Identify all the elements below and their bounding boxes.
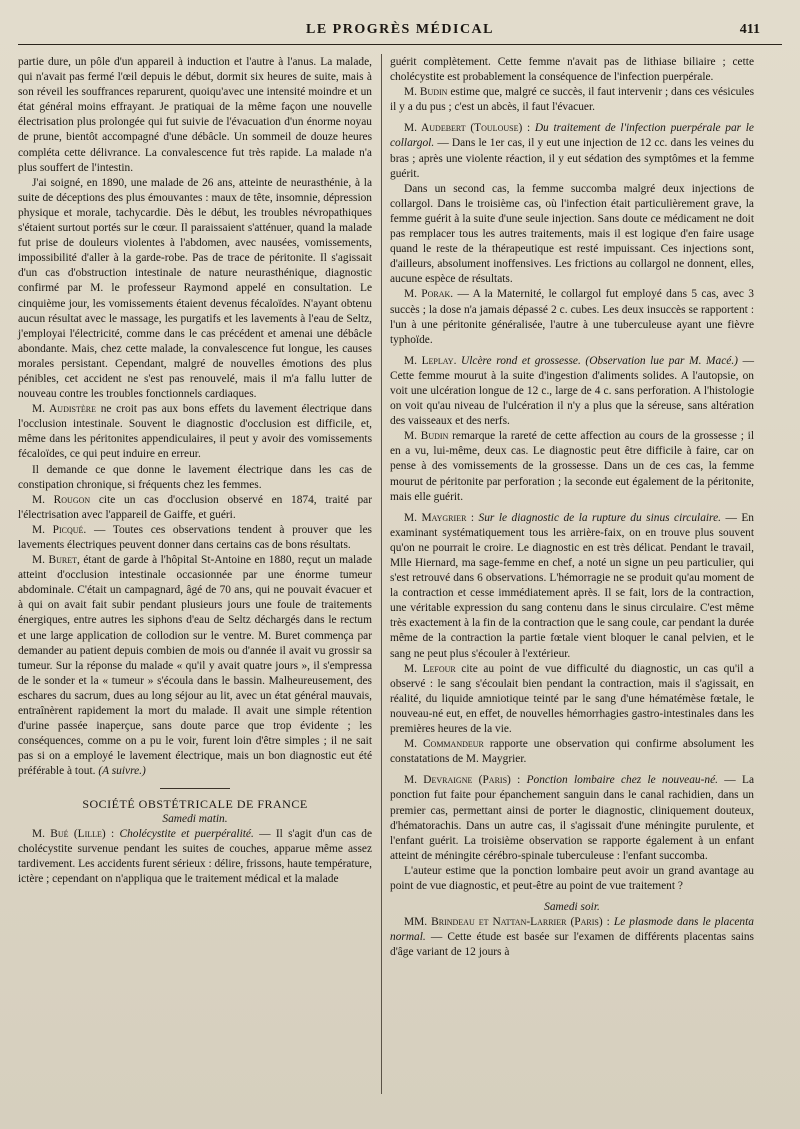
right-column — [390, 55, 754, 960]
column-divider — [381, 54, 382, 1094]
paragraph — [390, 915, 754, 960]
paragraph: partie dure, un pôle d'un appareil à induction et l'autre à l'anus. La malade, qui n'avait pas fermé l'œil depuis le début, dormit six heures de suite, mais à son réveil les souffrances reparurent, quoiqu'avec une intensité moindre et un état général moins effrayant. Je pratiquai de la même façon une nouvelle électrisation plus prolongée qui fut suivie de l'évacuation d'un énorme noyau de prune, bientôt accompagné d'une débâcle. Un sommeil de douze heures compléta cette délivrance. La convalescence fut très rapide. La malade n'a plus souffert de l'intestin. — [18, 56, 372, 174]
speaker-name: MM. Brindeau et Nattan-Larrier (Paris) : — [404, 916, 610, 929]
speaker-name: M. Maygrier : — [404, 511, 475, 524]
page-header — [18, 20, 782, 50]
paragraph: J'ai soigné, en 1890, une malade de 26 ans, atteinte de neurasthénie, à la suite de déceptions des plus émouvantes : maux de tête, insomnie, dépression physique et morale, tachycardie. Dès le début, les troubles névropathiques s'étaient surtout portés sur le cœur. Il paraissaient s'atténuer, quand la malade fut prise de douleurs violentes à l'abdomen, avec nausées, vomissements, impossibilité d'aller à la garde-robe. Pas de trace de péritonite. Il s'agissait d'un cas d'obstruction intestinale de nature neurasthénique, diagnostic confirmé par M. le professeur Raymond appelé en consultation. Le cinquième jour, les vomissements étaient devenus fécaloïdes. N'ayant obtenu aucun résultat avec le massage, les purgatifs et les lavements à l'eau de Seltz, j'employai l'électricité, comme dans le cas précédent et amenai une débâcle abondante. Mais, chez cette malade, la convalescence fut longue, les causes morales persistant. Cependant, malgré de nouvelles émotions des plus pénibles, cet accident ne s'est pas renouvelé, mais il m'a fallu lutter de nouveau contre les troubles fonctionnels cardiaques. — [18, 176, 372, 401]
continuation-note: (A suivre.) — [98, 765, 146, 778]
paragraph-text: — Dans le 1er cas, il y eut une injection de 12 cc. dans les veines du bras ; après une violente réaction, il y eut sédation des symptômes et la femme guérit. — [390, 137, 754, 180]
left-column — [18, 55, 372, 887]
speaker-name: M. Porak. — [404, 288, 454, 301]
paragraph: Il demande ce que donne le lavement électrique dans les cas de constipation chronique, si fréquents chez les femmes. — [18, 463, 372, 491]
paper-title: Le plasmode dans le placenta normal. — [390, 916, 754, 944]
paragraph — [390, 354, 754, 429]
paragraph-text: étant de garde à l'hôpital St-Antoine en 1880, reçut un malade atteint d'occlusion intestinale occasionnée par une énorme tumeur abdominale. C'était un campagnard, âgé de 70 ans, qui ne pouvait évacuer et à qui on avait fait subir pendant plusieurs jours une foule de traitements énergiques, entre autres les siphons d'eau de Seltz déchargés dans le rectum et une large application de collodion sur le ventre. M. Buret commença par demander au patient depuis combien de mois ou d'année il avait vu grossir sa tumeur. Sur la réponse du malade « qu'il y avait quatre jours », il s'empressa de le sonder et la « tumeur » s'écoula dans le bassin. Malheureusement, des eschares du sacrum, dues au long séjour au lit, avec un état général mauvais, entraînèrent rapidement la mort du malade. Il avait une simple rétention d'urine passée inaperçue, sans doute parce que trop évidente ; les conséquences, comme on a pu le voir, furent loin d'être simples ; il ne sait pas si on a employé le lavement électrique, mais un bon diagnostic eut été préférable à tout. — [18, 554, 373, 778]
header-rule — [18, 44, 782, 45]
paragraph-text: — Cette femme mourut à la suite d'ingestion d'aliments solides. A l'autopsie, on voit une ulcération longue de 12 c., large de 4 c. sans perforation. A l'histologie on voit qu'au niveau de l'ulcération il n'y a plus que la séreuse, sans altération des vaisseaux et des nerfs. — [390, 354, 754, 428]
speaker-name: M. Devraigne (Paris) : — [404, 774, 521, 787]
paragraph — [390, 773, 754, 864]
speaker-name: M. Leplay. — [404, 354, 457, 367]
paper-title: Ponction lombaire chez le nouveau-né. — [520, 774, 719, 787]
paragraph: guérit complètement. Cette femme n'avait pas de lithiase biliaire ; cette cholécystite est probablement la conséquence de l'infection puerpérale. — [390, 56, 754, 84]
section-rule — [160, 788, 230, 789]
paragraph — [18, 553, 372, 779]
page-number: 411 — [739, 22, 760, 37]
paragraph: Dans un second cas, la femme succomba malgré deux injections de collargol. Dans le troisième cas, où l'infection était particulièrement grave, la femme guérit à la suite d'une seule injection. Sans doute ce médicament ne doit pas remplacer tous les autres traitements, mais il est logique d'en faire usage quand le reste de la thérapeutique est resté impuissant. Ces injections sont, d'ailleurs, absolument inoffensives. Les frictions au collargol ne donnent, elles, aucune espèce de résultats. — [390, 182, 754, 286]
paper-title: Du traitement de l'infection puerpérale par le collargol. — [390, 122, 754, 150]
paragraph-text: ne croit pas aux bons effets du lavement électrique dans l'occlusion intestinale. Souvent le diagnostic d'occlusion est difficile, et, même dans les péritonites appendiculaires, il peut y avoir des vomissements fécaloïdes, ce qui peut induire en erreur. — [18, 403, 372, 461]
speaker-name: M. Budin — [404, 86, 448, 99]
speaker-name: M. Audebert (Toulouse) : — [404, 122, 531, 135]
paragraph — [18, 523, 372, 553]
paragraph — [18, 402, 372, 462]
running-title: LE PROGRÈS MÉDICAL — [305, 22, 495, 37]
paragraph — [390, 85, 754, 115]
paragraph-text: — Il s'agit d'un cas de cholécystite survenue pendant les suites de couches, apparue même assez tardivement. Les accidents furent sérieux : délire, frissons, haute température, ictère ; cependant on n'appliqua que le traitement médical et la malade — [18, 827, 372, 885]
paragraph: L'auteur estime que la ponction lombaire peut avoir un grand avantage au point de vue diagnostic, et peut-être au point de vue traitement ? — [390, 864, 754, 892]
paragraph-text: rapporte une observation qui confirme absolument les constatations de M. Maygrier. — [390, 738, 754, 766]
paper-title: Cholécystite et puerpéralité. — [114, 827, 254, 840]
paragraph — [18, 493, 372, 523]
paragraph-text: remarque la rareté de cette affection au cours de la grossesse ; il en a vu, lui-même, deux cas. Le diagnostic peut être difficile à faire, car on pense à des vomissements de la grossesse. Dans un de ces cas, la femme mourut de péritonite par perforation ; la seconde eut également de la péritonite, mais elle guérit. — [390, 430, 755, 503]
speaker-name: M. Audistère — [32, 403, 96, 416]
paper-title: Ulcère rond et grossesse. (Observation lue par M. Macé.) — [456, 354, 738, 367]
speaker-name: M. Buret, — [32, 554, 80, 567]
speaker-name: M. Picqué. — [32, 523, 87, 536]
paragraph — [390, 429, 754, 504]
speaker-name: M. Commandeur — [404, 738, 484, 751]
society-heading: SOCIÉTÉ OBSTÉTRICALE DE FRANCE — [82, 796, 308, 811]
paragraph — [18, 827, 372, 887]
speaker-name: M. Bué (Lille) : — [32, 827, 115, 840]
paragraph — [390, 121, 754, 181]
paragraph-text: — La ponction fut faite pour épanchement sanguin dans le canal rachidien, dans un premier cas, permettant ainsi de porter le diagnostic, cliniquement douteux, d'hématorachis. Dans un autre cas, il s'agissait d'une méningite purulente, et l'enfant guérit. La troisième observation se rapporte également à un enfant atteint de méningite cérébro-spinale tuberculeuse : l'enfant succomba. — [390, 774, 754, 862]
speaker-name: M. Lefour — [404, 662, 456, 675]
paragraph-text: cite un cas d'occlusion observé en 1874, traité par l'électrisation avec l'appareil de Gaiffe, et guéri. — [18, 493, 373, 521]
paragraph — [390, 737, 754, 767]
paragraph-text: estime que, malgré ce succès, il faut intervenir ; dans ces vésicules il y a du pus ; c'est un abcès, il faut l'évacuer. — [390, 86, 754, 114]
paragraph-text: cite au point de vue difficulté du diagnostic, un cas qu'il a observé : le sang s'écoulait bien pendant la contraction, mais il s'agissait, en réalité, du liquide amniotique teinté par le sang d'une hématémèse fœtale, le nouveau-né eut, en effet, de nouvelles hémorrhagies gastro-intestinales dans les premières heures de la vie. — [390, 662, 754, 736]
paragraph — [390, 287, 754, 347]
paragraph-text: — A la Maternité, le collargol fut employé dans 5 cas, avec 3 succès ; la dose n'a jamais dépassé 2 c. cubes. Les deux insuccès se rapportent : l'un à une péritonite généralisée, l'autre à une tuberculeuse ayant une fièvre typhoïde. — [390, 288, 754, 346]
session-heading: Samedi soir. — [544, 901, 600, 914]
paragraph-text: — Cette étude est basée sur l'examen de différents placentas sains d'âge variant de 12 jours à — [390, 931, 754, 959]
speaker-name: M. Budin — [404, 430, 449, 443]
paragraph — [390, 511, 754, 662]
paragraph-text: — En examinant systématiquement tous les arrière-faix, on en trouve plus souvent qu'on ne pourrait le croire. Le diagnostic en est très délicat. Pendant le travail, Mlle Hiernard, ma sage-femme en chef, a noté un signe un peu particulier, qui s'est retrouvé dans 6 observations. L'hémorragie ne se produit qu'au moment de la contraction et cesse immédiatement après. Il se fait, lors de la contraction, une véritable expression du sang contenu dans le sinus circulaire. C'est même très exactement à la fin de la contraction que le sang coule, car pendant la durée même de la contraction la partie fœtale vient bloquer le canal pelvien, et le sang ne peut plus s'écouler à l'extérieur. — [390, 511, 754, 660]
paper-title: Sur le diagnostic de la rupture du sinus circulaire. — [474, 511, 721, 524]
paragraph — [390, 662, 754, 737]
paragraph-text: — Toutes ces observations tendent à prouver que les lavements électriques peuvent donner dans certains cas de bons résultats. — [18, 523, 372, 551]
speaker-name: M. Rougon — [32, 493, 91, 506]
session-heading: Samedi matin. — [162, 812, 228, 825]
